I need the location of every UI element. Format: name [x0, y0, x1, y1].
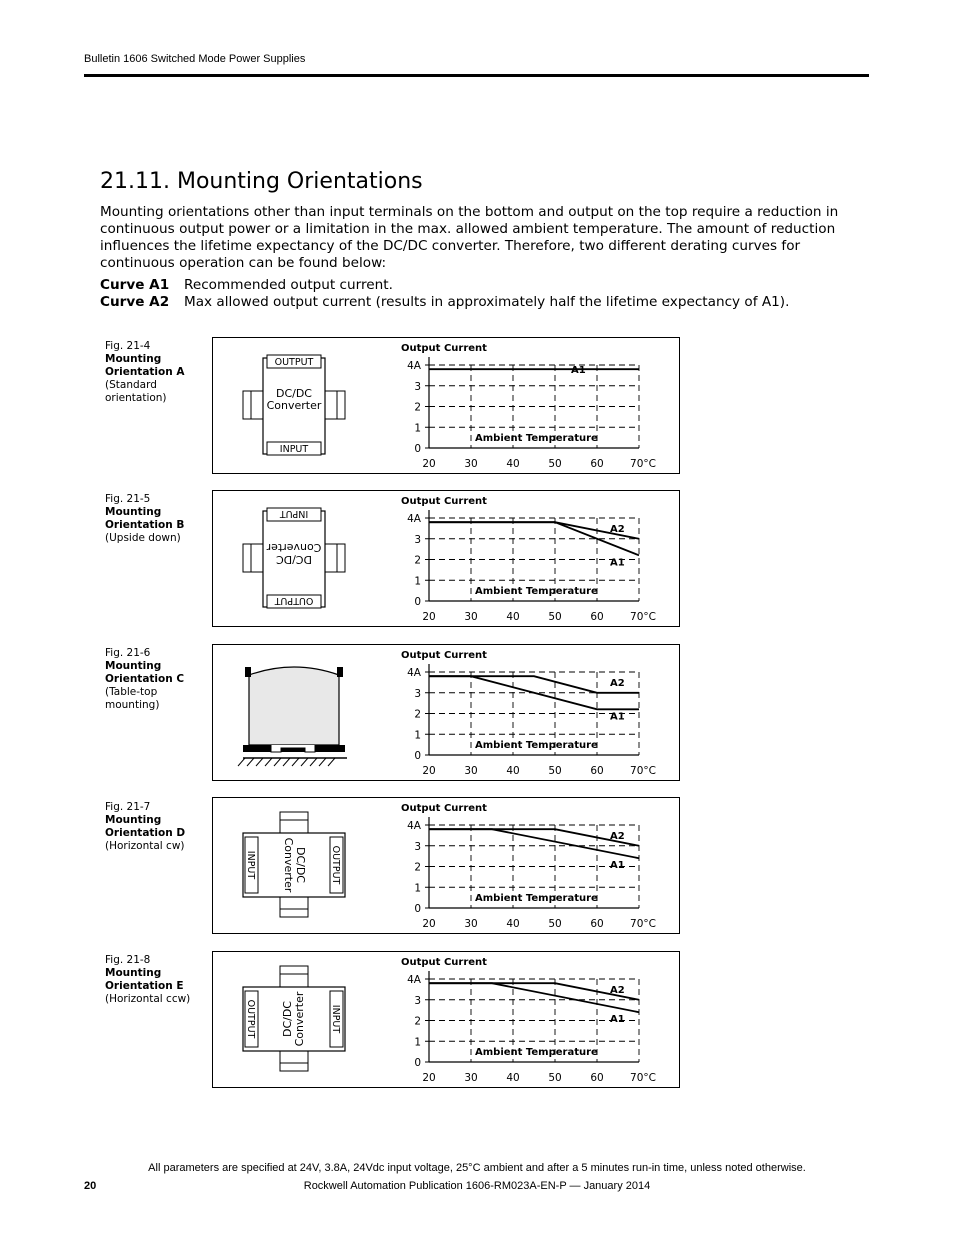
fig-number: Fig. 21-7 [105, 801, 151, 813]
terminal-label: OUTPUT [330, 845, 341, 885]
y-tick-label: 1 [414, 729, 421, 742]
y-tick-label: 3 [414, 840, 421, 853]
fig-number: Fig. 21-8 [105, 954, 151, 966]
figure-box [212, 337, 680, 474]
x-tick-label: 30 [464, 765, 478, 777]
surface-hatch [247, 758, 254, 766]
y-axis-label: Output Current [401, 650, 487, 661]
x-tick-label: 20 [422, 611, 436, 623]
surface-hatch [328, 758, 335, 766]
series-label: A1 [610, 711, 625, 723]
x-tick-label: 60 [590, 765, 604, 777]
y-tick-label: 0 [414, 443, 421, 455]
figure-graphic [213, 491, 679, 626]
figure-box [212, 644, 680, 781]
x-tick-label: 70°C [630, 611, 656, 623]
y-tick-label: 4A [407, 820, 421, 832]
derating-chart [401, 343, 656, 470]
fig-title: Mounting Orientation E [105, 967, 184, 992]
fig-title: Mounting Orientation B [105, 506, 185, 531]
figure-graphic [213, 645, 679, 780]
terminal-label: OUTPUT [274, 595, 314, 606]
x-tick-label: 30 [464, 918, 478, 930]
converter-horizontal-cw [243, 812, 345, 917]
series-label: A2 [610, 523, 625, 535]
y-tick-label: 0 [414, 903, 421, 915]
fig-note: (Table-top mounting) [105, 686, 160, 711]
x-tick-label: 50 [548, 1072, 562, 1084]
curve-desc: Recommended output current. [184, 277, 393, 293]
series-line [429, 983, 639, 1012]
x-tick-label: 30 [464, 611, 478, 623]
series-label: A1 [571, 365, 586, 377]
fig-note: (Horizontal cw) [105, 840, 185, 852]
x-tick-label: 30 [464, 1072, 478, 1084]
converter-horizontal-ccw [243, 966, 345, 1071]
x-tick-label: 20 [422, 458, 436, 470]
series-label: A2 [610, 677, 625, 689]
figure-box [212, 490, 680, 627]
corner-clip [337, 667, 343, 677]
curve-a2-definition [100, 294, 789, 310]
surface-hatch [292, 758, 299, 766]
page-number: 20 [84, 1180, 97, 1192]
x-tick-label: 50 [548, 458, 562, 470]
y-tick-label: 1 [414, 882, 421, 895]
curve-desc: Max allowed output current (results in approximately half the lifetime expectancy of A1). [184, 294, 790, 310]
figure-caption [105, 954, 205, 1006]
x-tick-label: 70°C [630, 458, 656, 470]
converter-table-top [238, 667, 347, 766]
x-tick-label: 60 [590, 458, 604, 470]
x-tick-label: 40 [506, 918, 520, 930]
terminal-label: INPUT [279, 508, 309, 519]
y-tick-label: 3 [414, 687, 421, 700]
y-tick-label: 0 [414, 750, 421, 762]
x-tick-label: 70°C [630, 918, 656, 930]
figure-graphic [213, 952, 679, 1087]
terminal-label: INPUT [245, 850, 256, 880]
series-line [429, 522, 639, 539]
header-rule [84, 74, 869, 77]
y-tick-label: 1 [414, 422, 421, 435]
x-tick-label: 20 [422, 765, 436, 777]
surface-hatch [256, 758, 263, 766]
y-tick-label: 4A [407, 360, 421, 372]
fig-title: Mounting Orientation A [105, 353, 185, 378]
y-tick-label: 4A [407, 667, 421, 679]
x-tick-label: 50 [548, 765, 562, 777]
x-tick-label: 50 [548, 611, 562, 623]
x-axis-label: Ambient Temperature [475, 1047, 598, 1058]
series-line [429, 676, 639, 693]
y-tick-label: 2 [414, 708, 421, 721]
series-label: A2 [610, 830, 625, 842]
x-tick-label: 70°C [630, 1072, 656, 1084]
y-axis-label: Output Current [401, 343, 487, 354]
x-tick-label: 60 [590, 1072, 604, 1084]
x-axis-label: Ambient Temperature [475, 740, 598, 751]
fig-number: Fig. 21-5 [105, 493, 151, 505]
y-tick-label: 1 [414, 575, 421, 588]
surface-hatch [274, 758, 281, 766]
curve-name: Curve A1 [100, 277, 170, 293]
converter-label: DC/DCConverter [281, 991, 306, 1047]
y-tick-label: 1 [414, 1036, 421, 1049]
y-axis-label: Output Current [401, 957, 487, 968]
figure-caption [105, 340, 205, 405]
series-line [429, 829, 639, 858]
x-axis-label: Ambient Temperature [475, 433, 598, 444]
y-tick-label: 4A [407, 513, 421, 525]
figure-graphic [213, 338, 679, 473]
series-label: A1 [610, 557, 625, 569]
y-tick-label: 2 [414, 1015, 421, 1028]
series-label: A2 [610, 984, 625, 996]
fig-title: Mounting Orientation D [105, 814, 186, 839]
fig-number: Fig. 21-6 [105, 647, 151, 659]
series-label: A1 [610, 860, 625, 872]
y-tick-label: 0 [414, 1057, 421, 1069]
fig-note: (Standard orientation) [105, 379, 167, 404]
terminal-label: OUTPUT [245, 999, 256, 1039]
series-label: A1 [610, 1014, 625, 1026]
surface-hatch [238, 758, 245, 766]
y-tick-label: 2 [414, 554, 421, 567]
fig-title: Mounting Orientation C [105, 660, 185, 685]
y-axis-label: Output Current [401, 803, 487, 814]
x-axis-label: Ambient Temperature [475, 893, 598, 904]
y-tick-label: 0 [414, 596, 421, 608]
surface-hatch [265, 758, 272, 766]
surface-hatch [283, 758, 290, 766]
running-header: Bulletin 1606 Switched Mode Power Supplies [84, 53, 306, 65]
x-tick-label: 40 [506, 1072, 520, 1084]
y-tick-label: 3 [414, 380, 421, 393]
figure-box [212, 951, 680, 1088]
x-tick-label: 40 [506, 765, 520, 777]
y-tick-label: 4A [407, 974, 421, 986]
y-tick-label: 2 [414, 861, 421, 874]
x-tick-label: 20 [422, 1072, 436, 1084]
y-tick-label: 2 [414, 401, 421, 414]
x-tick-label: 60 [590, 918, 604, 930]
fig-note: (Horizontal ccw) [105, 993, 191, 1005]
section-title: 21.11. Mounting Orientations [100, 169, 423, 194]
x-tick-label: 70°C [630, 765, 656, 777]
converter-upside-down [243, 508, 345, 608]
y-axis-label: Output Current [401, 496, 487, 507]
converter-upright [243, 355, 345, 455]
figure-caption [105, 493, 205, 545]
derating-chart [401, 803, 656, 930]
x-axis-label: Ambient Temperature [475, 586, 598, 597]
terminal-label: INPUT [279, 444, 309, 455]
publication-info: Rockwell Automation Publication 1606-RM023A-EN-P — January 2014 [303, 1180, 651, 1192]
x-tick-label: 30 [464, 458, 478, 470]
fig-note: (Upside down) [105, 532, 181, 544]
figure-graphic [213, 798, 679, 933]
y-tick-label: 3 [414, 533, 421, 546]
converter-body [249, 667, 339, 745]
derating-chart [401, 957, 656, 1084]
surface-hatch [319, 758, 326, 766]
derating-chart [401, 496, 656, 623]
surface-hatch [310, 758, 317, 766]
surface-hatch [301, 758, 308, 766]
terminal-label: INPUT [330, 1004, 341, 1034]
fig-number: Fig. 21-4 [105, 340, 151, 352]
corner-clip [245, 667, 251, 677]
curve-a1-definition [100, 277, 393, 293]
converter-label: DC/DCConverter [282, 837, 307, 893]
y-tick-label: 3 [414, 994, 421, 1007]
figure-caption [105, 801, 205, 853]
figure-box [212, 797, 680, 934]
x-tick-label: 40 [506, 458, 520, 470]
figure-caption [105, 647, 205, 712]
x-tick-label: 50 [548, 918, 562, 930]
x-tick-label: 60 [590, 611, 604, 623]
footer-note: All parameters are specified at 24V, 3.8A, 24Vdc input voltage, 25°C ambient and after a 5 minutes run-in time, unless noted otherwise. [148, 1162, 806, 1174]
x-tick-label: 40 [506, 611, 520, 623]
terminal-label: OUTPUT [274, 357, 314, 368]
intro-paragraph: Mounting orientations other than input terminals on the bottom and output on the top require a reduction in continuous output power or a limitation in the max. allowed ambient temperature. The amount of reduction influences the lifetime expectancy of the DC/DC converter. Therefore, two different derating curves for continuous operation can be found below: [100, 204, 839, 271]
converter-label: DC/DC Converter [266, 387, 322, 412]
derating-chart [401, 650, 656, 777]
x-tick-label: 20 [422, 918, 436, 930]
converter-label: DC/DCConverter [266, 541, 322, 566]
curve-name: Curve A2 [100, 294, 170, 310]
